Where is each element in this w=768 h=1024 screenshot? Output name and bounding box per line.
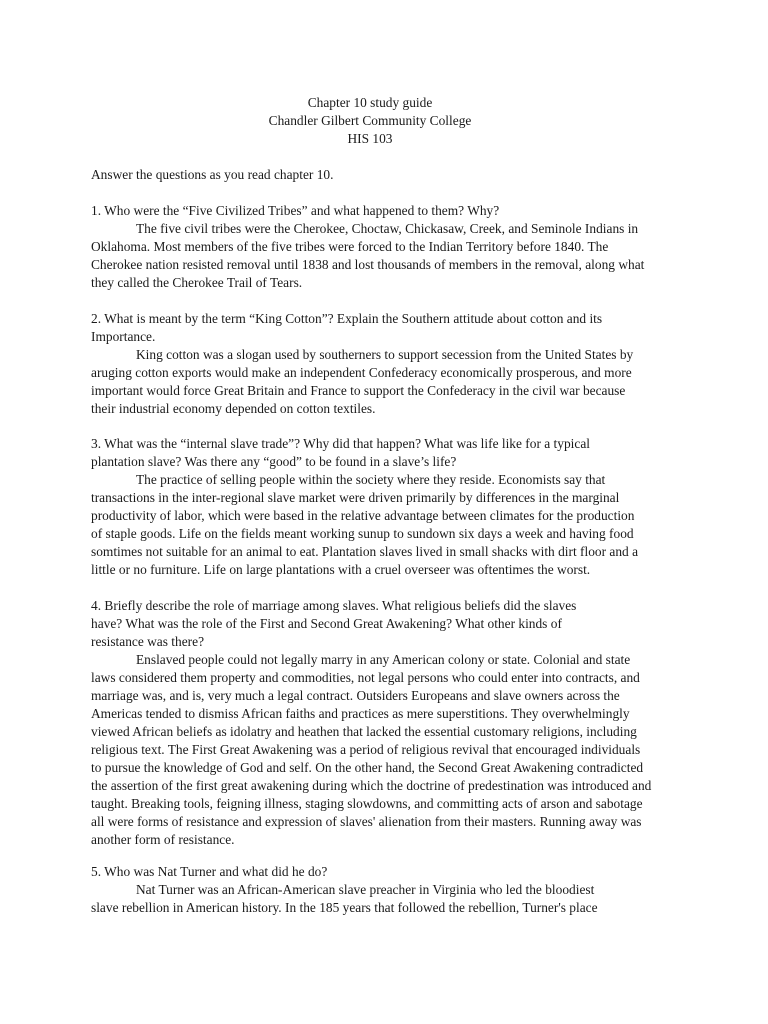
question-text: plantation slave? Was there any “good” to be found in a slave’s life? [91, 454, 457, 469]
answer-line: all were forms of resistance and expression of slaves' alienation from their masters. Running away was [91, 814, 642, 829]
question-text: 2. What is meant by the term “King Cotton”? Explain the Southern attitude about cotton and its [91, 311, 603, 326]
question-text: 5. Who was Nat Turner and what did he do? [91, 864, 328, 879]
answer-line: marriage was, and is, very much a legal contract. Outsiders Europeans and slave owners across the [91, 688, 620, 703]
answer-line: of staple goods. Life on the fields meant working sunup to sundown six days a week and having food [91, 526, 634, 541]
question-4 [91, 597, 721, 849]
answer-line: Nat Turner was an African-American slave preacher in Virginia who led the bloodiest [136, 882, 595, 897]
answer-line: little or no furniture. Life on large plantations with a cruel overseer was oftentimes the worst. [91, 562, 591, 577]
question-text: resistance was there? [91, 634, 205, 649]
answer-line: productivity of labor, which were based in the relative advantage between climates for the production [91, 508, 635, 523]
answer-line: aruging cotton exports would make an independent Confederacy economically prosperous, and more [91, 365, 632, 380]
intro-instruction: Answer the questions as you read chapter 10. [91, 167, 334, 182]
answer-line: another form of resistance. [91, 832, 235, 847]
answer-line: slave rebellion in American history. In the 185 years that followed the rebellion, Turner's place [91, 900, 598, 915]
answer-line: The five civil tribes were the Cherokee, Choctaw, Chickasaw, Creek, and Seminole Indians in [136, 221, 639, 236]
course-code: HIS 103 [347, 131, 393, 146]
answer-line: viewed African beliefs as idolatry and heathen that lacked the essential customary religions, including [91, 724, 637, 739]
college-name: Chandler Gilbert Community College [268, 113, 472, 128]
answer-line: to pursue the knowledge of God and self. On the other hand, the Second Great Awakening contradicted [91, 760, 644, 775]
question-3 [91, 435, 721, 579]
question-1 [91, 202, 721, 292]
answer-line: transactions in the inter-regional slave market were driven primarily by differences in the marginal [91, 490, 620, 505]
answer-line: Americas tended to dismiss African faiths and practices as mere superstitions. They overwhelmingly [91, 706, 630, 721]
answer-line: somtimes not suitable for an animal to eat. Plantation slaves lived in small shacks with dirt floor and a [91, 544, 639, 559]
answer-line: their industrial economy depended on cotton textiles. [91, 401, 376, 416]
document-title: Chapter 10 study guide [307, 95, 433, 110]
answer-line: Oklahoma. Most members of the five tribes were forced to the Indian Territory before 1840. The [91, 239, 609, 254]
question-text: 4. Briefly describe the role of marriage among slaves. What religious beliefs did the slaves [91, 598, 577, 613]
question-2 [91, 310, 721, 418]
answer-line: the assertion of the first great awakening during which the doctrine of predestination was introduced and [91, 778, 652, 793]
question-text: have? What was the role of the First and Second Great Awakening? What other kinds of [91, 616, 562, 631]
answer-line: important would force Great Britain and France to support the Confederacy in the civil war because [91, 383, 626, 398]
answer-line: taught. Breaking tools, feigning illness, staging slowdowns, and committing acts of arson and sabotage [91, 796, 643, 811]
question-5 [91, 863, 721, 917]
answer-line: The practice of selling people within the society where they reside. Economists say that [136, 472, 606, 487]
document-header [0, 94, 740, 148]
answer-line: laws considered them property and commodities, not legal persons who could enter into contracts, and [91, 670, 640, 685]
answer-line: King cotton was a slogan used by southerners to support secession from the United States by [136, 347, 634, 362]
answer-line: Enslaved people could not legally marry in any American colony or state. Colonial and state [136, 652, 631, 667]
answer-line: they called the Cherokee Trail of Tears. [91, 275, 303, 290]
question-text: 1. Who were the “Five Civilized Tribes” and what happened to them? Why? [91, 203, 500, 218]
question-text: Importance. [91, 329, 156, 344]
question-text: 3. What was the “internal slave trade”? Why did that happen? What was life like for a typical [91, 436, 590, 451]
answer-line: religious text. The First Great Awakening was a period of religious revival that encouraged individuals [91, 742, 641, 757]
answer-line: Cherokee nation resisted removal until 1838 and lost thousands of members in the removal, along what [91, 257, 645, 272]
